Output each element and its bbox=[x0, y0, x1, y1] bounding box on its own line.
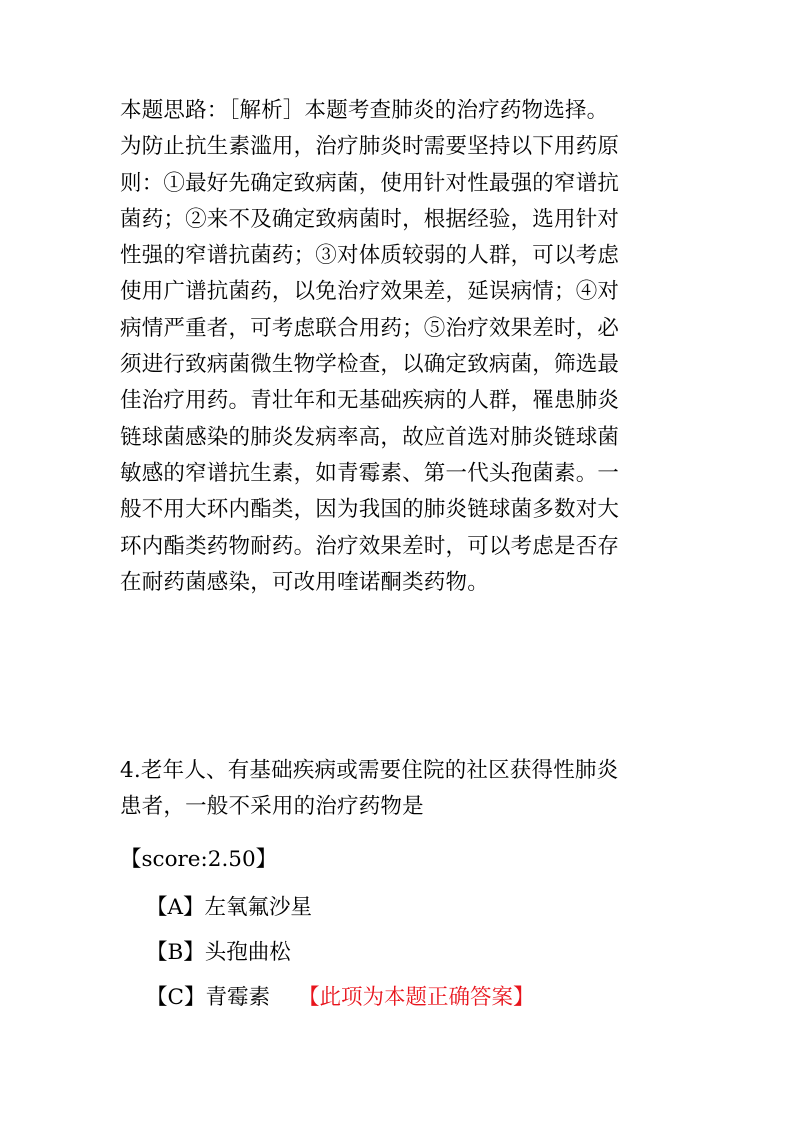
question-stem bbox=[120, 753, 685, 826]
analysis-paragraph bbox=[120, 93, 685, 601]
analysis-line: 为防止抗生素滥用，治疗肺炎时需要坚持以下用药原 bbox=[120, 134, 620, 160]
analysis-line: 般不用大环内酯类，因为我国的肺炎链球菌多数对大 bbox=[120, 497, 620, 523]
option-c[interactable] bbox=[146, 983, 534, 1013]
correct-answer-note: 【此项为本题正确答案】 bbox=[297, 985, 535, 1010]
option-b[interactable] bbox=[146, 938, 291, 968]
analysis-line: 则：①最好先确定致病菌，使用针对性最强的窄谱抗 bbox=[120, 170, 620, 196]
analysis-line: 本题思路：［解析］本题考查肺炎的治疗药物选择。 bbox=[120, 98, 609, 123]
analysis-line: 菌药；②来不及确定致病菌时，根据经验，选用针对 bbox=[120, 206, 620, 232]
option-b-label: 【B】头孢曲松 bbox=[146, 940, 291, 965]
analysis-line: 敏感的窄谱抗生素，如青霉素、第一代头孢菌素。一 bbox=[120, 460, 620, 486]
option-c-label: 【C】青霉素 bbox=[146, 985, 270, 1010]
analysis-line: 性强的窄谱抗菌药；③对体质较弱的人群，可以考虑 bbox=[120, 243, 620, 269]
analysis-line: 病情严重者，可考虑联合用药；⑤治疗效果差时，必 bbox=[120, 315, 620, 341]
analysis-line: 在耐药菌感染，可改用喹诺酮类药物。 bbox=[120, 569, 489, 595]
question-line: 4.老年人、有基础疾病或需要住院的社区获得性肺炎 bbox=[120, 758, 619, 783]
analysis-line: 使用广谱抗菌药，以免治疗效果差，延误病情；④对 bbox=[120, 279, 620, 305]
score-label: 【score:2.50】 bbox=[120, 847, 278, 872]
analysis-line: 环内酯类药物耐药。治疗效果差时，可以考虑是否存 bbox=[120, 533, 620, 559]
question-line: 患者，一般不采用的治疗药物是 bbox=[120, 794, 424, 820]
analysis-line: 须进行致病菌微生物学检查，以确定致病菌，筛选最 bbox=[120, 352, 620, 378]
option-a[interactable] bbox=[146, 893, 312, 923]
analysis-line: 链球菌感染的肺炎发病率高，故应首选对肺炎链球菌 bbox=[120, 424, 620, 450]
option-a-label: 【A】左氧氟沙星 bbox=[146, 895, 313, 920]
analysis-line: 佳治疗用药。青壮年和无基础疾病的人群，罹患肺炎 bbox=[120, 388, 620, 414]
